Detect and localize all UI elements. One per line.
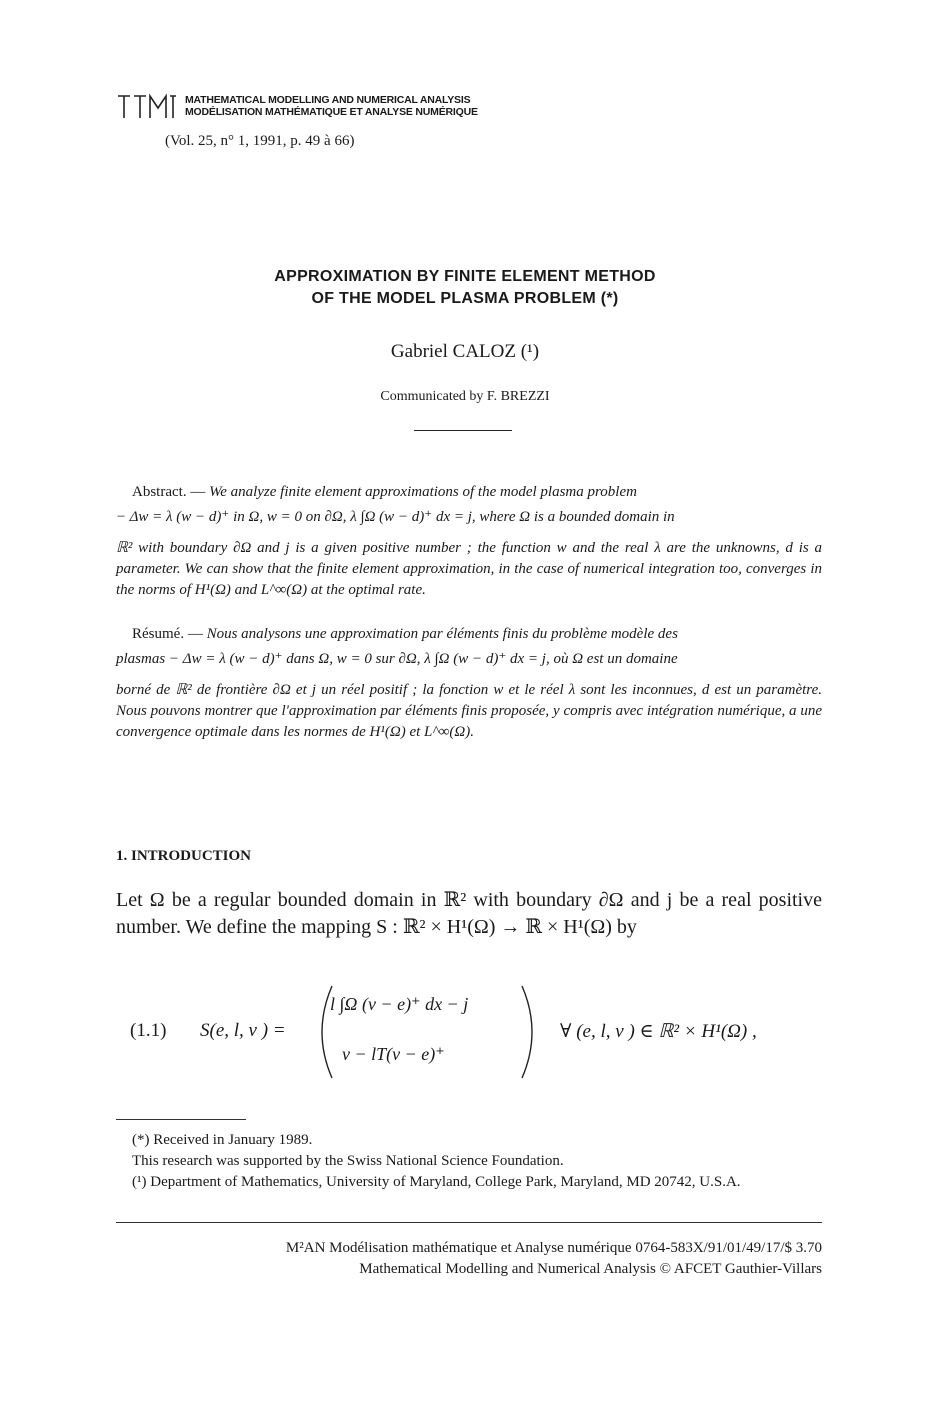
journal-logo-icon bbox=[116, 92, 178, 120]
equation-number: (1.1) bbox=[130, 1020, 167, 1041]
matrix-bottom-row: v − lT(v − e)⁺ bbox=[342, 1044, 445, 1064]
footnote-divider bbox=[116, 1119, 246, 1120]
section-heading: 1. INTRODUCTION bbox=[116, 848, 252, 864]
footer-divider bbox=[116, 1222, 822, 1223]
footnotes bbox=[116, 1130, 822, 1193]
resume bbox=[116, 624, 822, 743]
title-line-2: OF THE MODEL PLASMA PROBLEM (*) bbox=[311, 290, 619, 307]
journal-name bbox=[185, 94, 478, 118]
abstract-line-1: We analyze finite element approximations of the model plasma problem bbox=[209, 484, 637, 500]
footer-line-1: M²AN Modélisation mathématique et Analyse numérique 0764-583X/91/01/49/17/$ 3.70 bbox=[285, 1240, 822, 1256]
paper-title bbox=[0, 266, 930, 310]
matrix-top-row: l ∫Ω (v − e)⁺ dx − j bbox=[330, 994, 469, 1014]
journal-name-en: MATHEMATICAL MODELLING AND NUMERICAL ANALYSIS bbox=[185, 94, 471, 106]
footer-line-2: Mathematical Modelling and Numerical Analysis © AFCET Gauthier-Villars bbox=[359, 1261, 822, 1277]
resume-label: Résumé. — bbox=[132, 626, 203, 642]
abstract-label: Abstract. — bbox=[132, 484, 206, 500]
equation-quantifier: ∀ (e, l, v ) ∈ ℝ² × H¹(Ω) , bbox=[560, 1021, 757, 1042]
footer bbox=[116, 1238, 822, 1280]
footnote-funding: This research was supported by the Swiss National Science Foundation. bbox=[132, 1153, 564, 1169]
equation-1-1 bbox=[130, 982, 820, 1082]
resume-body: borné de ℝ² de frontière ∂Ω et j un réel positif ; la fonction w et le réel λ sont les inconnues, d est un paramètre. Nous pouvons montrer que l'approximation par éléments finis proposée, y compris avec intégration numérique, a une convergence optimale dans les normes de H¹(Ω) et L^∞(Ω). bbox=[116, 682, 822, 740]
equation-lhs: S(e, l, v ) = bbox=[200, 1020, 286, 1041]
journal-name-fr: MODÉLISATION MATHÉMATIQUE ET ANALYSE NUMÉRIQUE bbox=[185, 106, 478, 118]
title-divider bbox=[414, 430, 512, 431]
intro-paragraph: Let Ω be a regular bounded domain in ℝ² with boundary ∂Ω and j be a real positive number. We define the mapping S : ℝ² × H¹(Ω) → ℝ × H¹(Ω) by bbox=[116, 889, 822, 938]
communicated-by: Communicated by F. BREZZI bbox=[380, 389, 550, 404]
right-paren-icon bbox=[518, 982, 544, 1082]
footnote-affiliation: (¹) Department of Mathematics, University of Maryland, College Park, Maryland, MD 20742, U.S.A. bbox=[132, 1174, 741, 1190]
abstract-body: ℝ² with boundary ∂Ω and j is a given positive number ; the function w and the real λ are the unknowns, d is a parameter. We can show that the finite element approximation, in the case of numerical integration too, converges in the norms of H¹(Ω) and L^∞(Ω) at the optimal rate. bbox=[116, 540, 822, 598]
resume-line-2: plasmas − Δw = λ (w − d)⁺ dans Ω, w = 0 sur ∂Ω, λ ∫Ω (w − d)⁺ dx = j, où Ω est un domaine bbox=[116, 651, 678, 667]
abstract bbox=[116, 482, 822, 601]
title-line-1: APPROXIMATION BY FINITE ELEMENT METHOD bbox=[274, 268, 656, 285]
resume-line-1: Nous analysons une approximation par éléments finis du problème modèle des bbox=[206, 626, 678, 642]
abstract-line-2: − Δw = λ (w − d)⁺ in Ω, w = 0 on ∂Ω, λ ∫Ω (w − d)⁺ dx = j, where Ω is a bounded domain in bbox=[116, 509, 675, 525]
volume-info: (Vol. 25, n° 1, 1991, p. 49 à 66) bbox=[165, 133, 355, 149]
footnote-received: (*) Received in January 1989. bbox=[132, 1132, 313, 1148]
author-name: Gabriel CALOZ (¹) bbox=[390, 341, 540, 362]
